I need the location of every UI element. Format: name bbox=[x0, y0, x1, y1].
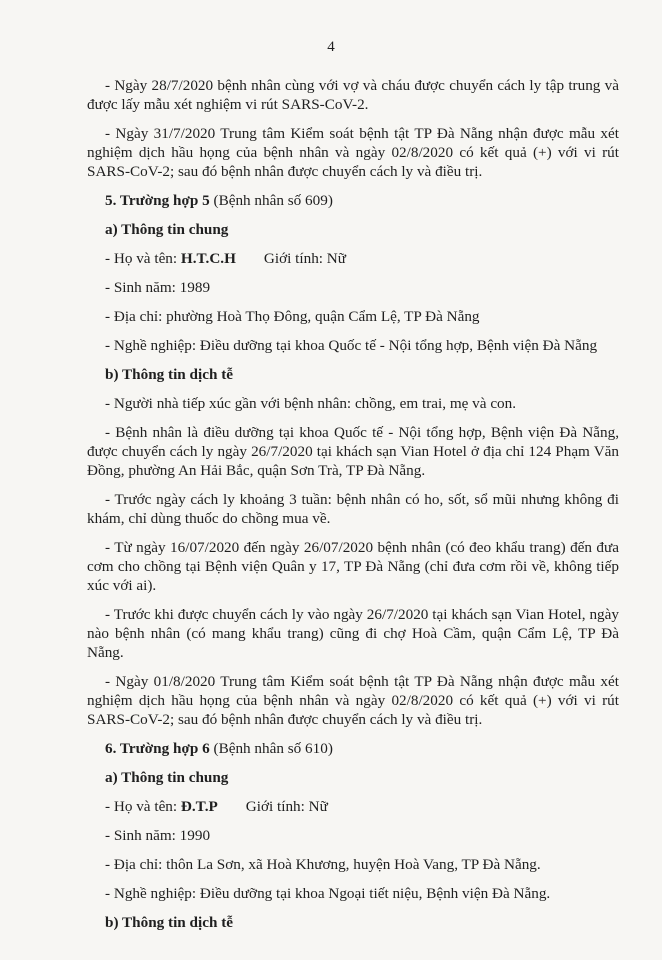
case6-gender: Giới tính: Nữ bbox=[245, 798, 328, 815]
page-number: 4 bbox=[327, 39, 335, 55]
case6-title-rest: (Bệnh nhân số 610) bbox=[209, 740, 333, 757]
case5-title-bold: 5. Trường hợp 5 bbox=[105, 192, 210, 209]
case6-name-line bbox=[87, 797, 619, 816]
case5-epi-item: - Trước ngày cách ly khoảng 3 tuần: bệnh nhân có ho, sốt, sổ mũi nhưng không đi khám, chỉ dùng thuốc do chồng mua về. bbox=[87, 491, 619, 527]
case6-title-bold: 6. Trường hợp 6 bbox=[105, 740, 210, 757]
case5-epi-item: - Bệnh nhân là điều dưỡng tại khoa Quốc tế - Nội tổng hợp, Bệnh viện Đà Nẵng, được chuyển cách ly ngày 26/7/2020 tại khách sạn Vian Hotel ở địa chỉ 124 Phạm Văn Đồng, phường An Hải Bắc, quận Sơn Trà, TP Đà Nẵng. bbox=[87, 424, 619, 479]
case6-birth-year: - Sinh năm: 1990 bbox=[105, 827, 211, 844]
document-body bbox=[87, 76, 619, 942]
case5-epi-heading: b) Thông tin dịch tễ bbox=[105, 366, 234, 383]
case5-name-line bbox=[87, 249, 619, 268]
case6-epi-heading: b) Thông tin dịch tễ bbox=[105, 914, 234, 931]
case5-title-rest: (Bệnh nhân số 609) bbox=[209, 192, 333, 209]
case5-gender: Giới tính: Nữ bbox=[263, 250, 346, 267]
case5-general-heading: a) Thông tin chung bbox=[105, 221, 229, 238]
case6-occupation: - Nghề nghiệp: Điều dưỡng tại khoa Ngoại tiết niệu, Bệnh viện Đà Nẵng. bbox=[105, 885, 551, 902]
paragraph-quarantine-date: - Ngày 28/7/2020 bệnh nhân cùng với vợ và cháu được chuyển cách ly tập trung và được lấy mẫu xét nghiệm vi rút SARS-CoV-2. bbox=[87, 77, 619, 113]
case6-title bbox=[87, 739, 619, 758]
case5-address: - Địa chỉ: phường Hoà Thọ Đông, quận Cẩm Lệ, TP Đà Nẵng bbox=[105, 308, 480, 325]
case6-name-label: - Họ và tên: bbox=[105, 798, 181, 815]
case5-name-value: H.T.C.H bbox=[180, 250, 236, 267]
case5-epi-item: - Từ ngày 16/07/2020 đến ngày 26/07/2020 bệnh nhân (có đeo khẩu trang) đến đưa cơm cho chồng tại Bệnh viện Quân y 17, TP Đà Nẵng (chỉ đưa cơm rồi về, không tiếp xúc với ai). bbox=[87, 539, 619, 594]
case5-epi-item: - Người nhà tiếp xúc gần với bệnh nhân: chồng, em trai, mẹ và con. bbox=[105, 395, 517, 412]
case6-address: - Địa chỉ: thôn La Sơn, xã Hoà Khương, huyện Hoà Vang, TP Đà Nẵng. bbox=[105, 856, 541, 873]
paragraph-test-result: - Ngày 31/7/2020 Trung tâm Kiểm soát bệnh tật TP Đà Nẵng nhận được mẫu xét nghiệm dịch hầu họng của bệnh nhân và ngày 02/8/2020 có kết quả (+) với vi rút SARS-CoV-2; sau đó bệnh nhân được chuyển cách ly và điều trị. bbox=[87, 125, 619, 180]
case6-name-value: Đ.T.P bbox=[180, 798, 218, 815]
case6-general-heading: a) Thông tin chung bbox=[105, 769, 229, 786]
case5-name-label: - Họ và tên: bbox=[105, 250, 181, 267]
case5-epi-item: - Ngày 01/8/2020 Trung tâm Kiểm soát bệnh tật TP Đà Nẵng nhận được mẫu xét nghiệm dịch hầu họng của bệnh nhân và ngày 02/8/2020 có kết quả (+) với vi rút SARS-CoV-2; sau đó bệnh nhân được chuyển cách ly và điều trị. bbox=[87, 673, 619, 728]
case5-occupation: - Nghề nghiệp: Điều dưỡng tại khoa Quốc tế - Nội tổng hợp, Bệnh viện Đà Nẵng bbox=[105, 337, 598, 354]
case5-title bbox=[87, 191, 619, 210]
case5-epi-item: - Trước khi được chuyển cách ly vào ngày 26/7/2020 tại khách sạn Vian Hotel, ngày nào bệnh nhân (có mang khẩu trang) cũng đi chợ Hoà Cầm, quận Cẩm Lệ, TP Đà Nẵng. bbox=[87, 606, 619, 661]
case5-birth-year: - Sinh năm: 1989 bbox=[105, 279, 211, 296]
